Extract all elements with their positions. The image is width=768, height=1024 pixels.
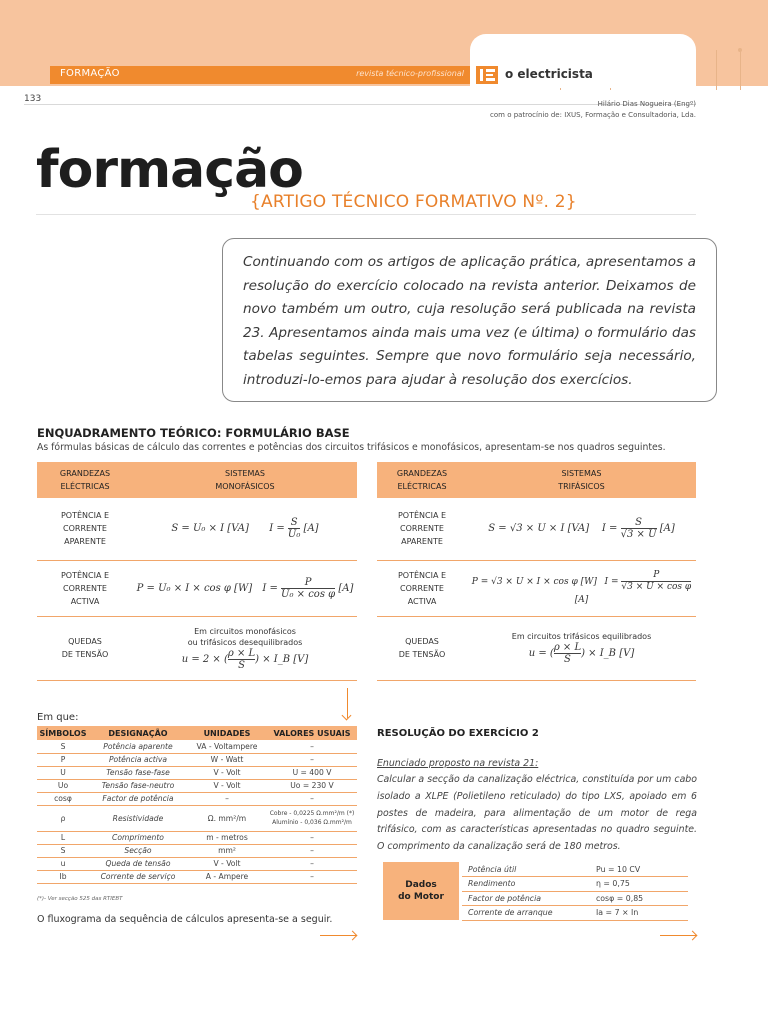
table-cell: L [37, 831, 89, 844]
formula-cell [133, 616, 357, 680]
table-cell: – [267, 844, 357, 857]
formula: P = √3 × U × I × cos φ [W] [471, 576, 597, 587]
table-header: UNIDADES [187, 726, 267, 740]
table-cell: – [267, 753, 357, 766]
table-row [37, 616, 357, 680]
table-cell: cosφ [37, 792, 89, 805]
row-label: QUEDAS DE TENSÃO [37, 616, 133, 680]
table-row [377, 498, 696, 560]
formula-note: Em circuitos trifásicos equilibrados [511, 632, 652, 641]
section-strip [50, 66, 470, 84]
arrow-right-icon [320, 935, 356, 936]
formula: u = ( $\frac{\rho \times L}{S}$ ) × I_B [V] [528, 642, 635, 665]
table-cell: Tensão fase-neutro [89, 779, 187, 792]
arrow-right-icon [660, 935, 696, 936]
resolution-heading: RESOLUÇÃO DO EXERCÍCIO 2 [377, 728, 539, 739]
section-heading: ENQUADRAMENTO TEÓRICO: FORMULÁRIO BASE [37, 426, 350, 440]
footnote: (*)- Ver secção 525 das RTIEBT [37, 896, 123, 902]
formula-note: ou trifásicos desequilibrados [187, 637, 303, 647]
formula: S = U₀ × I [VA] [171, 523, 249, 535]
table-cell: V - Volt [187, 857, 267, 870]
table-cell: u [37, 857, 89, 870]
row-label: QUEDAS DE TENSÃO [377, 616, 467, 680]
table-cell: m - metros [187, 831, 267, 844]
table-row [37, 753, 357, 766]
motor-data-label: Dados do Motor [383, 862, 459, 920]
table-cell: Factor de potência [462, 891, 590, 906]
formula: S = √3 × U × I [VA] [488, 523, 590, 535]
table-cell: S [37, 844, 89, 857]
table-cell: η = 0,75 [590, 877, 688, 892]
formula-cell [133, 498, 357, 560]
table-cell: A - Ampere [187, 870, 267, 883]
table-cell: U = 400 V [267, 766, 357, 779]
table-row [37, 831, 357, 844]
table-row [37, 792, 357, 805]
page-number: 133 [24, 94, 42, 104]
intro-box: Continuando com os artigos de aplicação prática, apresentamos a resolução do exercício colocado na revista anterior. Deixamos de novo também um outro, cuja resolução será publicada na revista 23. Apresentamos ainda mais uma vez (e última) o formulário das tabelas seguintes. Sempre que novo formulário seja necessário, introduzi-lo-emos para ajudar à resolução dos exercícios. [222, 238, 717, 402]
arrow-down-icon [347, 688, 348, 718]
motor-data-table [462, 862, 688, 921]
row-label: POTÊNCIA E CORRENTE APARENTE [377, 498, 467, 560]
formula: I = $\frac{P}{\text{U₀ × cos φ}}$ [A] [262, 576, 354, 600]
table-cell: Corrente de serviço [89, 870, 187, 883]
section-text: As fórmulas básicas de cálculo das correntes e potências dos circuitos trifásicos e monofásicos, apresentam-se nos quadros seguintes. [37, 442, 666, 453]
row-label: POTÊNCIA E CORRENTE ACTIVA [37, 560, 133, 616]
exercise-text: Calcular a secção da canalização eléctrica, constituída por um cabo isolado a XLPE (Polietileno reticulado) do tipo LXS, apoiado em 6 postes de madeira, para alimentação de um motor de rega trifásico, com as características apresentadas no quadro seguinte. O comprimento da canalização será de 180 metros. [377, 774, 697, 853]
article-subtitle: {ARTIGO TÉCNICO FORMATIVO Nº. 2} [250, 192, 577, 212]
page-title: formação [36, 140, 303, 200]
symbols-intro: Em que: [37, 712, 79, 723]
logo-icon [476, 66, 498, 84]
flowchart-note: O fluxograma da sequência de cálculos apresenta-se a seguir. [37, 914, 333, 925]
table-cell: Comprimento [89, 831, 187, 844]
table-cell: Ω. mm²/m [187, 805, 267, 831]
formula-cell [467, 616, 696, 680]
table-cell: Rendimento [462, 877, 590, 892]
table-header: SISTEMAS TRIFÁSICOS [467, 462, 696, 498]
logo-text: o electricista [505, 67, 593, 81]
table-cell: cosφ = 0,85 [590, 891, 688, 906]
table-cell: V - Volt [187, 766, 267, 779]
decorative-line [716, 50, 717, 90]
table-row [37, 740, 357, 753]
row-label: POTÊNCIA E CORRENTE ACTIVA [377, 560, 467, 616]
table-cell: – [267, 792, 357, 805]
formula-note: Em circuitos monofásicos [194, 626, 296, 636]
table-row [462, 906, 688, 921]
section-label: FORMAÇÃO [60, 68, 120, 79]
table-header: SÍMBOLOS [37, 726, 89, 740]
table-header: DESIGNAÇÃO [89, 726, 187, 740]
table-row [37, 498, 357, 560]
formula: u = 2 × ( $\frac{\rho \times L}{S}$ ) × I_B [V] [181, 647, 309, 671]
table-cell: Resistividade [89, 805, 187, 831]
formula-cell [133, 560, 357, 616]
table-cell: – [267, 857, 357, 870]
formula: I = $\frac{S}{√3 \times U}$ [A] [601, 517, 675, 541]
formula: I = $\frac{S}{\text{U₀}}$ [A] [269, 517, 319, 541]
table-cell: Potência útil [462, 862, 590, 877]
table-row [37, 870, 357, 883]
table-cell: Queda de tensão [89, 857, 187, 870]
table-header: VALORES USUAIS [267, 726, 357, 740]
symbols-table [37, 726, 357, 884]
table-cell: Potência activa [89, 753, 187, 766]
table-cell: P [37, 753, 89, 766]
table-cell: VA - Voltampere [187, 740, 267, 753]
table-cell: – [187, 792, 267, 805]
table-row [37, 766, 357, 779]
formula: I = $\frac{P}{\text{√3 × U × cos φ}}$ [A] [574, 569, 692, 605]
table-cell: Secção [89, 844, 187, 857]
table-header: GRANDEZAS ELÉCTRICAS [377, 462, 467, 498]
table-cell: Ia = 7 × In [590, 906, 688, 921]
table-cell: Tensão fase-fase [89, 766, 187, 779]
table-cell: – [267, 831, 357, 844]
table-row [37, 805, 357, 831]
author-credit [490, 99, 696, 121]
table-row [462, 862, 688, 877]
table-cell: Potência aparente [89, 740, 187, 753]
row-label: POTÊNCIA E CORRENTE APARENTE [37, 498, 133, 560]
table-cell: Factor de potência [89, 792, 187, 805]
table-cell: Corrente de arranque [462, 906, 590, 921]
statement-label: Enunciado proposto na revista 21: [377, 758, 539, 769]
table-cell: Ib [37, 870, 89, 883]
table-row [37, 844, 357, 857]
table-cell: mm² [187, 844, 267, 857]
table-cell: ρ [37, 805, 89, 831]
table-header: SISTEMAS MONOFÁSICOS [133, 462, 357, 498]
table-cell: Pu = 10 CV [590, 862, 688, 877]
table-cell: Cobre - 0,0225 Ω.mm²/m (*) Alumínio - 0,036 Ω.mm²/m [267, 805, 357, 831]
table-cell: – [267, 740, 357, 753]
table-row [37, 560, 357, 616]
formula-cell [467, 498, 696, 560]
table-cell: – [267, 870, 357, 883]
table-cell: V - Volt [187, 779, 267, 792]
table-row [462, 877, 688, 892]
table-cell: Uo = 230 V [267, 779, 357, 792]
table-row [37, 779, 357, 792]
table-cell: S [37, 740, 89, 753]
table-header: GRANDEZAS ELÉCTRICAS [37, 462, 133, 498]
sponsor-line: com o patrocínio de: IXUS, Formação e Consultadoria, Lda. [490, 111, 696, 119]
divider [36, 214, 696, 215]
table-row [462, 891, 688, 906]
formula-cell [467, 560, 696, 616]
table-row [377, 616, 696, 680]
decorative-dot [738, 48, 742, 52]
three-phase-table [377, 462, 696, 681]
table-cell: Uo [37, 779, 89, 792]
table-row [37, 857, 357, 870]
single-phase-table [37, 462, 357, 681]
table-cell: W - Watt [187, 753, 267, 766]
publication-label: revista técnico-profissional [356, 69, 464, 78]
formula: P = U₀ × I × cos φ [W] [136, 582, 253, 594]
table-cell: U [37, 766, 89, 779]
author-name: Hilário Dias Nogueira (Engº) [597, 100, 696, 108]
table-row [377, 560, 696, 616]
decorative-line [740, 50, 741, 90]
